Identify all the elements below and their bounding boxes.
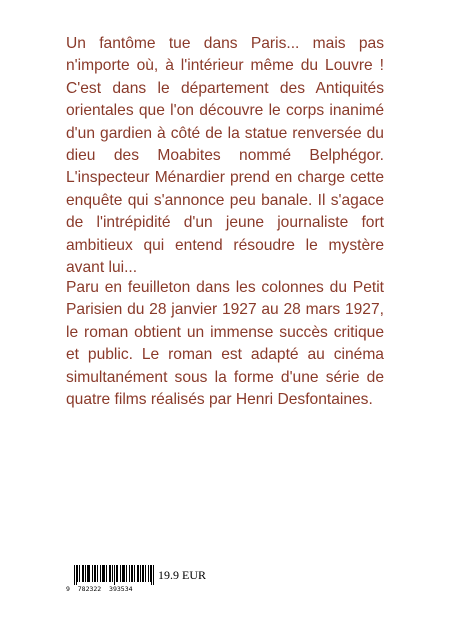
barcode-digits: 9 782322 393534 bbox=[66, 585, 133, 593]
synopsis-paragraph: Un fantôme tue dans Paris... mais pas n'importe où, à l'intérieur même du Louvre ! C'est dans le département des Antiquités orientales que l'on découvre le corps inanimé d'un gardien à côté de la statue renversée du dieu des Moabites nommé Belphégor. L'inspecteur Ménardier prend en charge cette enquête qui s'annonce peu banale. Il s'agace de l'intrépidité d'un jeune journaliste fort ambitieux qui entend résoudre le mystère avant lui... bbox=[66, 35, 384, 277]
publication-history-paragraph: Paru en feuilleton dans les colonnes du Petit Parisien du 28 janvier 1927 au 28 mars 1927, le roman obtient un immense succès critique et public. Le roman est adapté au cinéma simultanément sous la forme d'une série de quatre films réalisés par Henri Desfontaines. bbox=[66, 279, 384, 409]
barcode-icon bbox=[74, 565, 154, 585]
price-label: 19.9 EUR bbox=[158, 568, 206, 582]
isbn-barcode bbox=[66, 565, 156, 595]
